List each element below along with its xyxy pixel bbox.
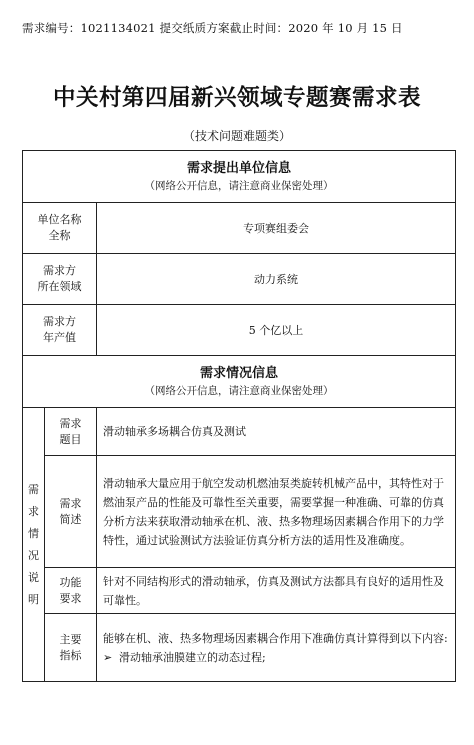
indicator-value: [97, 614, 456, 682]
unit-name-label: 单位名称 全称: [23, 203, 97, 254]
summary-value: 滑动轴承大量应用于航空发动机燃油泵类旋转机械产品中，其特性对于燃油泵产品的性能及可靠性至关重要，需要掌握一种准确、可靠的仿真分析方法来获取滑动轴承在机、液、热多物理场因素耦合作用下的力学特性，通过试验测试方法验证仿真分析方法的适用性及准确度。: [97, 456, 456, 568]
section2-header: [23, 356, 456, 408]
domain-value: 动力系统: [97, 254, 456, 305]
indicator-bullet-text: 滑动轴承油膜建立的动态过程;: [119, 650, 266, 664]
section1-header-row: [23, 151, 456, 203]
section2-note: （网络公开信息，请注意商业保密处理）: [144, 384, 334, 397]
section1-title: 需求提出单位信息: [187, 160, 292, 176]
table-row: [23, 305, 456, 356]
summary-label: 需求 简述: [45, 456, 97, 568]
table-row: [23, 203, 456, 254]
submission-deadline-note: 需求编号：1021134021 提交纸质方案截止时间：2020 年 10 月 15 日: [22, 21, 403, 35]
section1-header: [23, 151, 456, 203]
arrow-bullet-icon: ➢: [103, 650, 113, 664]
requirement-description-side-label: 需 求 情 况 说 明: [23, 408, 45, 682]
table-row: [23, 408, 456, 456]
function-value: 针对不同结构形式的滑动轴承，仿真及测试方法都具有良好的适用性及可靠性。: [97, 568, 456, 614]
topic-value: 滑动轴承多场耦合仿真及测试: [97, 408, 456, 456]
indicator-text: 能够在机、液、热多物理场因素耦合作用下准确仿真计算得到以下内容:: [103, 631, 448, 645]
unit-name-value: 专项赛组委会: [97, 203, 456, 254]
table-row: [23, 254, 456, 305]
function-label: 功能 要求: [45, 568, 97, 614]
indicator-label: 主要 指标: [45, 614, 97, 682]
domain-label: 需求方 所在领域: [23, 254, 97, 305]
indicator-bullet: [103, 648, 449, 667]
section2-header-row: [23, 356, 456, 408]
table-row: [23, 614, 456, 682]
table-row: [23, 568, 456, 614]
page-subtitle: （技术问题难题类）: [182, 129, 291, 143]
section2-title: 需求情况信息: [200, 365, 279, 381]
requirement-table: [22, 150, 456, 682]
section1-note: （网络公开信息，请注意商业保密处理）: [144, 179, 334, 192]
topic-label: 需求 题目: [45, 408, 97, 456]
annual-output-label: 需求方 年产值: [23, 305, 97, 356]
annual-output-value: 5 个亿以上: [97, 305, 456, 356]
table-row: [23, 456, 456, 568]
page-title: 中关村第四届新兴领域专题赛需求表: [52, 85, 421, 111]
